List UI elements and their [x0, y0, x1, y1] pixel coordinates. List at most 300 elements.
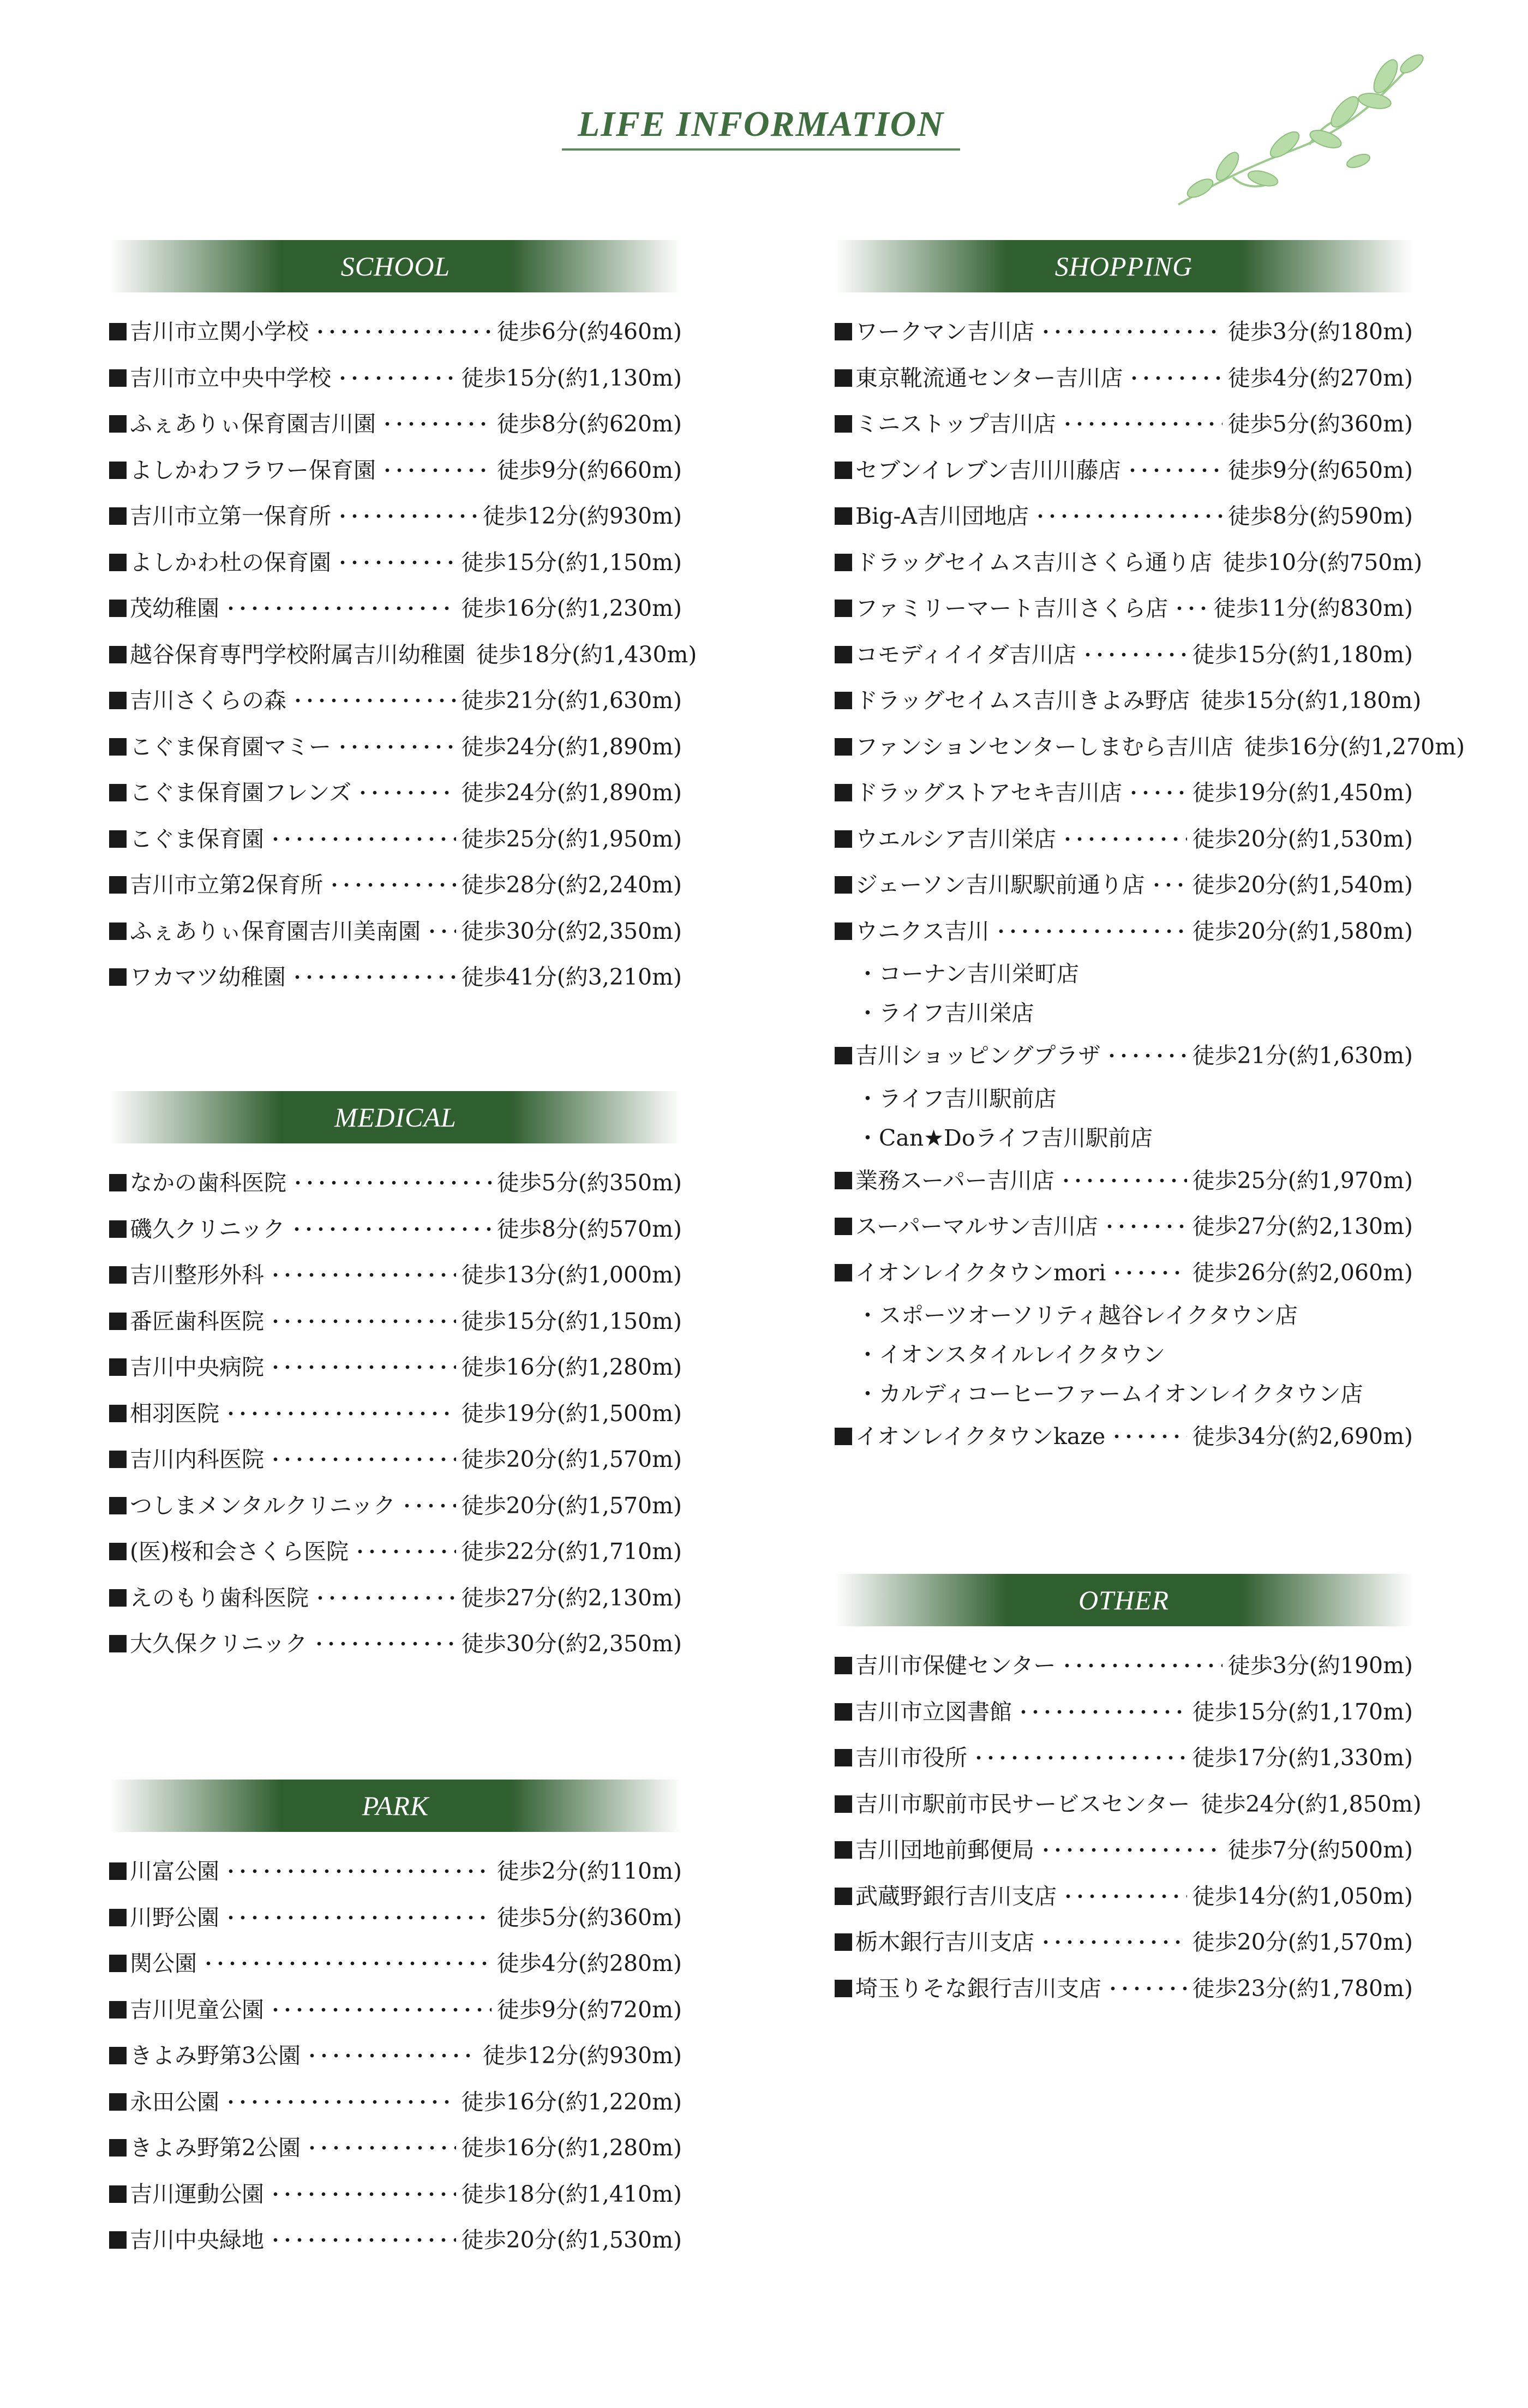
list-item	[109, 954, 682, 1001]
leader-dots	[1106, 1053, 1187, 1058]
walking-distance: 徒歩16分(約1,270m)	[1244, 733, 1465, 760]
leader-dots	[1061, 1663, 1222, 1668]
bullet-square-icon	[835, 462, 852, 479]
walking-distance: 徒歩20分(約1,530m)	[1192, 825, 1413, 852]
bullet-square-icon	[835, 1428, 852, 1445]
leader-dots	[1126, 468, 1223, 472]
list-item-row	[109, 632, 697, 678]
bullet-square-icon	[109, 2139, 127, 2157]
list-item	[109, 401, 682, 447]
bullet-square-icon	[835, 784, 852, 801]
list-item-row	[109, 770, 682, 816]
facility-name: セブンイレブン吉川川藤店	[855, 457, 1121, 483]
walking-distance: 徒歩17分(約1,330m)	[1192, 1745, 1413, 1771]
walking-distance: 徒歩16分(約1,220m)	[461, 2088, 682, 2115]
facility-name: イオンレイクタウンkaze	[855, 1423, 1106, 1449]
leader-dots	[1040, 1848, 1223, 1852]
bullet-square-icon	[109, 876, 127, 894]
bullet-square-icon	[109, 1909, 127, 1926]
walking-distance: 徒歩16分(約1,280m)	[461, 1354, 682, 1380]
bullet-square-icon	[109, 369, 127, 387]
leader-dots	[1062, 837, 1187, 841]
walking-distance: 徒歩16分(約1,280m)	[461, 2135, 682, 2161]
list-item	[109, 355, 682, 402]
bullet-square-icon	[109, 784, 127, 801]
facility-name: きよみ野第2公園	[130, 2135, 301, 2161]
leader-dots	[269, 1457, 456, 1461]
facility-name: コモディイイダ吉川店	[855, 641, 1076, 668]
list-item-row	[109, 1987, 682, 2033]
park-list	[109, 1848, 682, 2263]
list-item-row	[835, 1966, 1413, 2012]
list-item	[835, 493, 1413, 540]
bullet-square-icon	[835, 1795, 852, 1813]
list-item	[109, 585, 682, 632]
facility-name: 吉川中央緑地	[130, 2227, 264, 2253]
facility-name: こぐま保育園	[130, 825, 264, 852]
list-item	[835, 632, 1413, 678]
list-item-row	[835, 401, 1413, 447]
list-item	[109, 2217, 682, 2263]
list-item-row	[835, 1203, 1413, 1250]
walking-distance: 徒歩27分(約2,130m)	[461, 1584, 682, 1611]
list-item	[835, 862, 1413, 908]
list-item	[835, 401, 1413, 447]
sub-store: ・イオンスタイルレイクタウン	[856, 1341, 1166, 1368]
walking-distance: 徒歩3分(約190m)	[1227, 1652, 1413, 1679]
list-item	[109, 770, 682, 816]
facility-name: 川野公園	[130, 1904, 219, 1931]
leader-dots	[291, 1227, 492, 1231]
bullet-square-icon	[835, 1980, 852, 1997]
list-item-row	[835, 1033, 1413, 1079]
bullet-square-icon	[109, 2001, 127, 2018]
leader-dots	[292, 698, 456, 703]
list-item	[109, 1391, 682, 1437]
list-item	[109, 2171, 682, 2218]
list-item-row	[835, 632, 1413, 678]
list-item	[109, 2125, 682, 2171]
list-item-row	[109, 1848, 682, 1895]
facility-name: こぐま保育園フレンズ	[130, 780, 352, 806]
walking-distance: 徒歩4分(約270m)	[1227, 364, 1413, 391]
leader-dots	[337, 560, 456, 565]
facility-name: 吉川整形外科	[130, 1262, 264, 1288]
facility-name: こぐま保育園マミー	[130, 733, 331, 760]
bullet-square-icon	[109, 2047, 127, 2064]
facility-name: ウエルシア吉川栄店	[855, 825, 1056, 852]
walking-distance: 徒歩16分(約1,230m)	[461, 595, 682, 621]
leader-dots	[337, 745, 456, 749]
facility-name: 茂幼稚園	[130, 595, 219, 621]
list-item-row	[835, 447, 1413, 494]
walking-distance: 徒歩10分(約750m)	[1223, 549, 1423, 576]
leader-dots	[269, 2192, 456, 2196]
list-item	[109, 1483, 682, 1529]
bullet-square-icon	[109, 646, 127, 663]
walking-distance: 徒歩3分(約180m)	[1227, 319, 1413, 345]
leader-dots	[1060, 1178, 1187, 1183]
walking-distance: 徒歩20分(約1,570m)	[461, 1446, 682, 1472]
list-item-row	[109, 493, 682, 540]
list-item	[109, 1940, 682, 1987]
leader-dots	[426, 929, 456, 933]
bullet-square-icon	[835, 507, 852, 525]
walking-distance: 徒歩15分(約1,150m)	[461, 1308, 682, 1334]
list-item-row	[109, 2217, 682, 2263]
list-item-row	[109, 954, 682, 1001]
list-item-row	[835, 770, 1413, 816]
list-item-row	[109, 1436, 682, 1483]
walking-distance: 徒歩15分(約1,150m)	[461, 549, 682, 576]
bullet-square-icon	[109, 600, 127, 617]
leaf-vine-icon	[1167, 52, 1429, 215]
bullet-square-icon	[835, 1703, 852, 1721]
leader-dots	[313, 1642, 456, 1646]
leader-dots	[1173, 606, 1208, 610]
leader-dots	[1034, 514, 1223, 518]
walking-distance: 徒歩5分(約350m)	[496, 1170, 682, 1196]
facility-name: ファンションセンターしまむら吉川店	[855, 733, 1233, 760]
facility-name: ふぇありぃ保育園吉川園	[130, 411, 376, 437]
facility-name: つしまメンタルクリニック	[130, 1492, 396, 1519]
list-item-row	[109, 2079, 682, 2125]
bullet-square-icon	[835, 830, 852, 848]
section-heading-park: PARK	[109, 1780, 682, 1832]
list-item	[835, 1158, 1413, 1204]
leader-dots	[269, 837, 456, 841]
list-item-row	[109, 1206, 682, 1253]
section-heading-shopping: SHOPPING	[835, 240, 1413, 292]
leader-dots	[1128, 790, 1187, 795]
walking-distance: 徒歩9分(約660m)	[496, 457, 682, 483]
bullet-square-icon	[835, 1218, 852, 1235]
list-item-row	[109, 724, 682, 770]
walking-distance: 徒歩24分(約1,890m)	[461, 733, 682, 760]
walking-distance: 徒歩25分(約1,970m)	[1192, 1167, 1413, 1194]
list-item	[109, 1344, 682, 1391]
list-item-row	[109, 1483, 682, 1529]
bullet-square-icon	[835, 1172, 852, 1189]
facility-name: 関公園	[130, 1950, 197, 1976]
facility-name: えのもり歯科医院	[130, 1584, 309, 1611]
bullet-square-icon	[109, 507, 127, 525]
walking-distance: 徒歩7分(約500m)	[1227, 1837, 1413, 1863]
leader-dots	[306, 2146, 456, 2150]
walking-distance: 徒歩13分(約1,000m)	[461, 1262, 682, 1288]
bullet-square-icon	[835, 876, 852, 894]
walking-distance: 徒歩2分(約110m)	[496, 1858, 682, 1884]
list-item	[835, 1919, 1413, 1966]
list-item-row	[109, 1575, 682, 1621]
list-item-row	[835, 585, 1413, 632]
sub-store: ・ライフ吉川駅前店	[856, 1085, 1057, 1112]
bullet-square-icon	[109, 1174, 127, 1191]
list-item-row	[835, 1919, 1413, 1966]
page-title: LIFE INFORMATION	[578, 104, 944, 144]
walking-distance: 徒歩19分(約1,450m)	[1192, 780, 1413, 806]
leader-dots	[1082, 652, 1187, 657]
list-item	[835, 1966, 1413, 2012]
bullet-square-icon	[109, 1451, 127, 1468]
list-item	[109, 1987, 682, 2033]
leader-dots	[1062, 1894, 1187, 1898]
other-list	[835, 1643, 1422, 2011]
sub-store: ・ライフ吉川栄店	[856, 1000, 1034, 1026]
leader-dots	[1151, 883, 1187, 887]
list-item-row	[835, 862, 1413, 908]
list-item-row	[835, 678, 1422, 724]
walking-distance: 徒歩20分(約1,570m)	[1192, 1929, 1413, 1955]
bullet-square-icon	[835, 415, 852, 433]
bullet-square-icon	[109, 2231, 127, 2249]
sub-store: ・スポーツオーソリティ越谷レイクタウン店	[856, 1302, 1298, 1328]
list-item-row	[835, 309, 1413, 355]
leader-dots	[269, 1319, 456, 1323]
facility-name: ミニストップ吉川店	[855, 411, 1056, 437]
list-item	[109, 493, 682, 540]
bullet-square-icon	[835, 1047, 852, 1064]
list-item-row	[835, 1873, 1413, 1920]
school-list	[109, 309, 697, 1001]
facility-name: 武蔵野銀行吉川支店	[855, 1883, 1057, 1909]
list-item-row	[109, 908, 682, 955]
list-item	[835, 1689, 1413, 1735]
leader-dots	[337, 514, 477, 518]
list-item	[109, 1160, 682, 1206]
facility-name: 磯久クリニック	[130, 1215, 285, 1242]
walking-distance: 徒歩5分(約360m)	[496, 1904, 682, 1931]
bullet-square-icon	[109, 968, 127, 986]
list-item	[835, 1873, 1413, 1920]
facility-name: 永田公園	[130, 2088, 219, 2115]
list-item-row	[109, 1252, 682, 1298]
walking-distance: 徒歩23分(約1,780m)	[1192, 1975, 1413, 2002]
list-item-row	[109, 1621, 682, 1667]
leader-dots	[401, 1503, 456, 1508]
list-item	[835, 724, 1465, 770]
medical-list	[109, 1160, 682, 1667]
list-item-row	[109, 540, 682, 586]
bullet-square-icon	[835, 600, 852, 617]
bullet-square-icon	[835, 1657, 852, 1674]
facility-name: ワカマツ幼稚園	[130, 964, 286, 990]
walking-distance: 徒歩9分(約720m)	[496, 1996, 682, 2023]
bullet-square-icon	[109, 1220, 127, 1238]
leader-dots	[1128, 376, 1222, 380]
walking-distance: 徒歩8分(約620m)	[496, 411, 682, 437]
leader-dots	[225, 1869, 492, 1873]
walking-distance: 徒歩5分(約360m)	[1227, 411, 1413, 437]
list-item	[109, 2033, 682, 2079]
facility-name: イオンレイクタウンmori	[855, 1259, 1106, 1286]
section-medical	[109, 1091, 682, 1667]
list-item-row	[109, 1160, 682, 1206]
walking-distance: 徒歩8分(約590m)	[1227, 503, 1413, 529]
list-item-row	[835, 540, 1423, 586]
leader-dots	[269, 1365, 456, 1369]
list-item-row	[109, 2171, 682, 2218]
walking-distance: 徒歩20分(約1,570m)	[461, 1492, 682, 1519]
leader-dots	[1040, 1940, 1187, 1944]
section-other	[835, 1574, 1422, 2011]
section-school	[109, 240, 697, 1001]
list-item-row	[109, 309, 682, 355]
facility-name: よしかわフラワー保育園	[130, 457, 376, 483]
facility-name: (医)桜和会さくら医院	[130, 1538, 349, 1565]
bullet-square-icon	[109, 415, 127, 433]
list-item-row	[109, 1895, 682, 1941]
facility-name: 越谷保育専門学校附属吉川幼稚園	[130, 641, 465, 668]
facility-name: 東京靴流通センター吉川店	[855, 364, 1123, 391]
list-item-row	[835, 1827, 1413, 1873]
list-item-row	[109, 447, 682, 494]
facility-name: ドラッグセイムス吉川きよみ野店	[855, 687, 1190, 714]
title-underline	[562, 148, 960, 151]
leader-dots	[381, 422, 492, 426]
facility-name: 栃木銀行吉川支店	[855, 1929, 1034, 1955]
walking-distance: 徒歩24分(約1,850m)	[1201, 1790, 1422, 1817]
bullet-square-icon	[109, 1313, 127, 1330]
walking-distance: 徒歩41分(約3,210m)	[461, 964, 682, 990]
list-item	[835, 585, 1413, 632]
list-item	[109, 2079, 682, 2125]
facility-name: 吉川市立第一保育所	[130, 503, 331, 529]
walking-distance: 徒歩12分(約930m)	[482, 503, 682, 529]
facility-name: 吉川ショッピングプラザ	[855, 1043, 1101, 1069]
list-item-row	[835, 1250, 1413, 1296]
list-item	[835, 309, 1413, 355]
facility-name: 埼玉りそな銀行吉川支店	[855, 1975, 1101, 2002]
list-item-row	[835, 1643, 1413, 1689]
leader-dots	[995, 929, 1187, 933]
leader-dots	[357, 790, 456, 795]
list-item	[835, 1413, 1413, 1460]
walking-distance: 徒歩19分(約1,500m)	[461, 1400, 682, 1427]
facility-name: 川富公園	[130, 1858, 219, 1884]
leader-dots	[269, 2238, 456, 2242]
facility-name: 吉川市立図書館	[855, 1698, 1012, 1725]
leader-dots	[1107, 1986, 1187, 1991]
list-item	[835, 816, 1413, 862]
list-item	[835, 770, 1413, 816]
facility-name: ウニクス吉川	[855, 918, 990, 944]
list-item	[109, 862, 682, 908]
walking-distance: 徒歩15分(約1,130m)	[461, 364, 682, 391]
walking-distance: 徒歩6分(約460m)	[496, 319, 682, 345]
facility-name: 相羽医院	[130, 1400, 219, 1427]
leader-dots	[337, 376, 456, 380]
list-item	[835, 1250, 1413, 1414]
leader-dots	[314, 1596, 456, 1600]
list-item-row	[109, 585, 682, 632]
walking-distance: 徒歩15分(約1,180m)	[1200, 687, 1422, 714]
list-item-row	[835, 1781, 1422, 1828]
list-item	[109, 1621, 682, 1667]
walking-distance: 徒歩4分(約280m)	[496, 1950, 682, 1976]
leader-dots	[1017, 1710, 1187, 1714]
facility-name: ワークマン吉川店	[855, 319, 1034, 345]
list-item	[109, 1575, 682, 1621]
leader-dots	[973, 1756, 1187, 1760]
leader-dots	[1040, 330, 1223, 334]
walking-distance: 徒歩24分(約1,890m)	[461, 780, 682, 806]
facility-name: 吉川市役所	[855, 1745, 967, 1771]
list-item	[109, 1436, 682, 1483]
list-item-row	[109, 678, 682, 724]
bullet-square-icon	[109, 2093, 127, 2111]
list-item	[835, 447, 1413, 494]
section-shopping	[835, 240, 1465, 1460]
list-item	[835, 1203, 1413, 1250]
leader-dots	[354, 1549, 456, 1554]
facility-name: きよみ野第3公園	[130, 2042, 301, 2069]
facility-name: ファミリーマート吉川さくら店	[855, 595, 1169, 621]
list-item-row	[109, 862, 682, 908]
leader-dots	[314, 330, 492, 334]
bullet-square-icon	[109, 2185, 127, 2203]
bullet-square-icon	[835, 1264, 852, 1281]
walking-distance: 徒歩12分(約930m)	[482, 2042, 682, 2069]
facility-name: ふぇありぃ保育園吉川美南園	[130, 918, 421, 944]
section-heading-other: OTHER	[835, 1574, 1413, 1626]
bullet-square-icon	[835, 923, 852, 940]
bullet-square-icon	[109, 1266, 127, 1284]
list-item-row	[835, 724, 1465, 770]
list-item-row	[835, 816, 1413, 862]
bullet-square-icon	[109, 1358, 127, 1376]
facility-name: ドラッグストアセキ吉川店	[855, 780, 1123, 806]
list-item	[109, 540, 682, 586]
facility-name: 吉川市立中央中学校	[130, 364, 331, 391]
list-item	[835, 908, 1413, 1033]
walking-distance: 徒歩18分(約1,410m)	[461, 2181, 682, 2207]
facility-name: 吉川内科医院	[130, 1446, 264, 1472]
leader-dots	[291, 975, 456, 979]
list-item	[835, 1827, 1413, 1873]
list-item-row	[109, 1940, 682, 1987]
list-item-row	[109, 1344, 682, 1391]
walking-distance: 徒歩9分(約650m)	[1227, 457, 1413, 483]
walking-distance: 徒歩30分(約2,350m)	[461, 918, 682, 944]
list-item	[109, 447, 682, 494]
list-item-row	[109, 2033, 682, 2079]
facility-name: 大久保クリニック	[130, 1631, 308, 1657]
facility-name: よしかわ杜の保育園	[130, 549, 331, 576]
bullet-square-icon	[835, 1888, 852, 1905]
list-item-row	[835, 1158, 1413, 1204]
walking-distance: 徒歩21分(約1,630m)	[1192, 1043, 1413, 1069]
list-item-row	[835, 1689, 1413, 1735]
bullet-square-icon	[835, 1933, 852, 1951]
bullet-square-icon	[109, 1497, 127, 1514]
list-item-row	[109, 816, 682, 862]
leader-dots	[1111, 1434, 1187, 1439]
walking-distance: 徒歩27分(約2,130m)	[1192, 1213, 1413, 1239]
list-item	[109, 1848, 682, 1895]
facility-name: 吉川さくらの森	[130, 687, 286, 714]
leader-dots	[269, 1273, 456, 1277]
facility-name: 業務スーパー吉川店	[855, 1167, 1054, 1194]
walking-distance: 徒歩28分(約2,240m)	[461, 872, 682, 898]
list-item	[835, 540, 1423, 586]
section-park	[109, 1780, 682, 2263]
list-item-row	[835, 1413, 1413, 1460]
walking-distance: 徒歩20分(約1,540m)	[1192, 872, 1413, 898]
bullet-square-icon	[109, 1955, 127, 1972]
bullet-square-icon	[109, 692, 127, 709]
bullet-square-icon	[109, 462, 127, 479]
